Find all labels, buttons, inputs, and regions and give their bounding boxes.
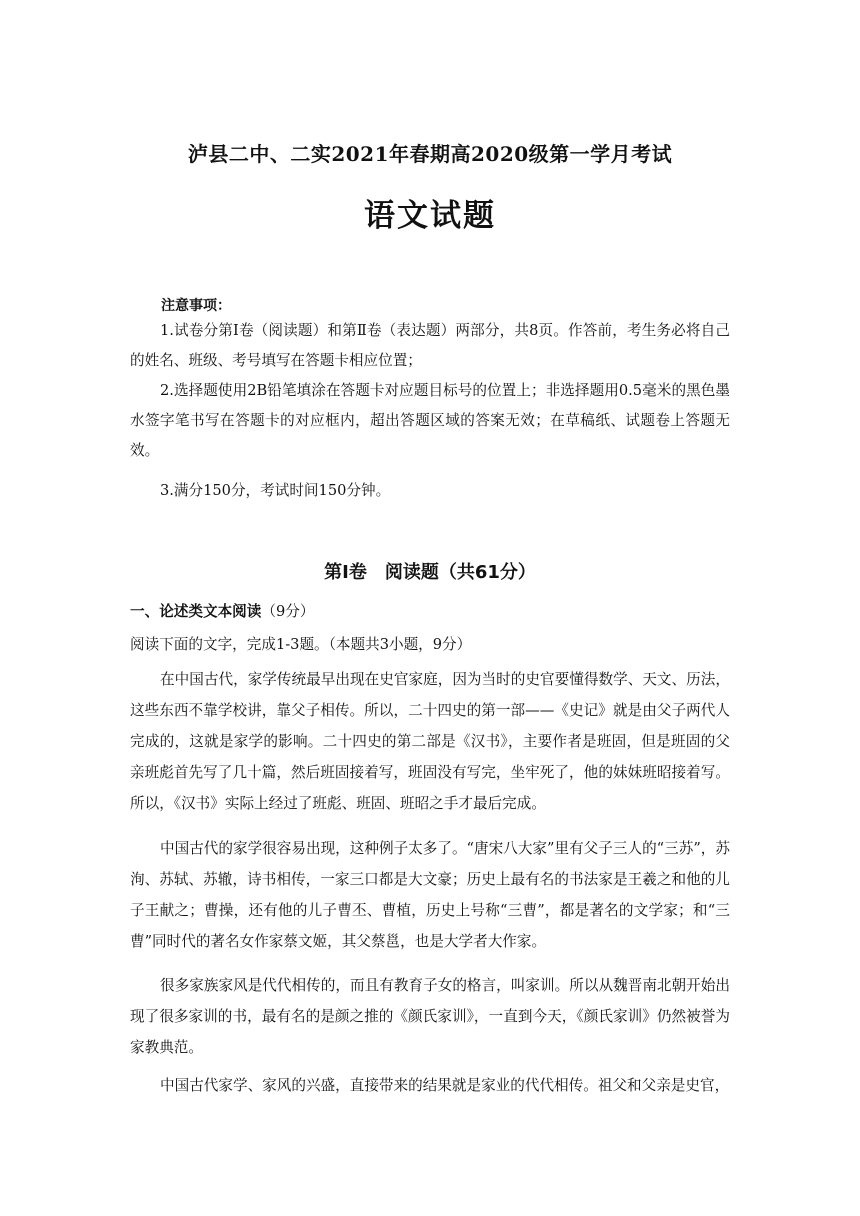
- passage-paragraph: 在中国古代，家学传统最早出现在史官家庭，因为当时的史官要懂得数学、天文、历法，这些东西不靠学校讲，靠父子相传。所以，二十四史的第一部——《史记》就是由父子两代人完成的，这就是家学的影响。二十四史的第二部是《汉书》，主要作者是班固，但是班固的父亲班彪首先写了几十篇，然后班固接着写，班固没有写完，坐牢死了，他的妹妹班昭接着写。所以，《汉书》实际上经过了班彪、班固、班昭之手才最后完成。: [130, 671, 730, 812]
- part-heading-score: （9分）: [261, 603, 315, 620]
- passage-paragraph: 很多家族家风是代代相传的，而且有教育子女的格言，叫家训。所以从魏晋南北朝开始出现了很多家训的书，最有名的是颜之推的《颜氏家训》，一直到今天，《颜氏家训》仍然被誉为家教典范。: [130, 977, 730, 1056]
- passage-paragraph: 中国古代家学、家风的兴盛，直接带来的结果就是家业的代代相传。祖父和父亲是史官，: [160, 1077, 730, 1094]
- note-item: 2.选择题使用2B铅笔填涂在答题卡对应题目标号的位置上；非选择题用0.5毫米的黑色墨水签字笔书写在答题卡的对应框内，超出答题区域的答案无效；在草稿纸、试题卷上答题无效。: [130, 382, 730, 459]
- notes-heading: 注意事项：: [161, 298, 231, 314]
- subject-title: 语文试题: [364, 198, 496, 234]
- note-item: 3.满分150分，考试时间150分钟。: [160, 482, 391, 499]
- part-heading-label: 一、论述类文本阅读: [130, 603, 262, 620]
- part-heading: [130, 600, 314, 621]
- section-title: 第Ⅰ卷 阅读题（共61分）: [324, 562, 536, 583]
- exam-title: 泸县二中、二实2021年春期高2020级第一学月考试: [187, 142, 673, 166]
- passage-paragraph: 中国古代的家学很容易出现，这种例子太多了。“唐宋八大家”里有父子三人的“三苏”，苏洵、苏轼、苏辙，诗书相传，一家三口都是大文豪；历史上最有名的书法家是王羲之和他的儿子王献之；曹操，还有他的儿子曹丕、曹植，历史上号称“三曹”，都是著名的文学家；和“三曹”同时代的著名女作家蔡文姬，其父蔡邕，也是大学者大作家。: [130, 840, 730, 950]
- reading-instruction: 阅读下面的文字，完成1-3题。（本题共3小题，9分）: [130, 636, 472, 653]
- note-item: 1.试卷分第Ⅰ卷（阅读题）和第Ⅱ卷（表达题）两部分，共8页。作答前，考生务必将自己的姓名、班级、考号填写在答题卡相应位置；: [130, 322, 730, 369]
